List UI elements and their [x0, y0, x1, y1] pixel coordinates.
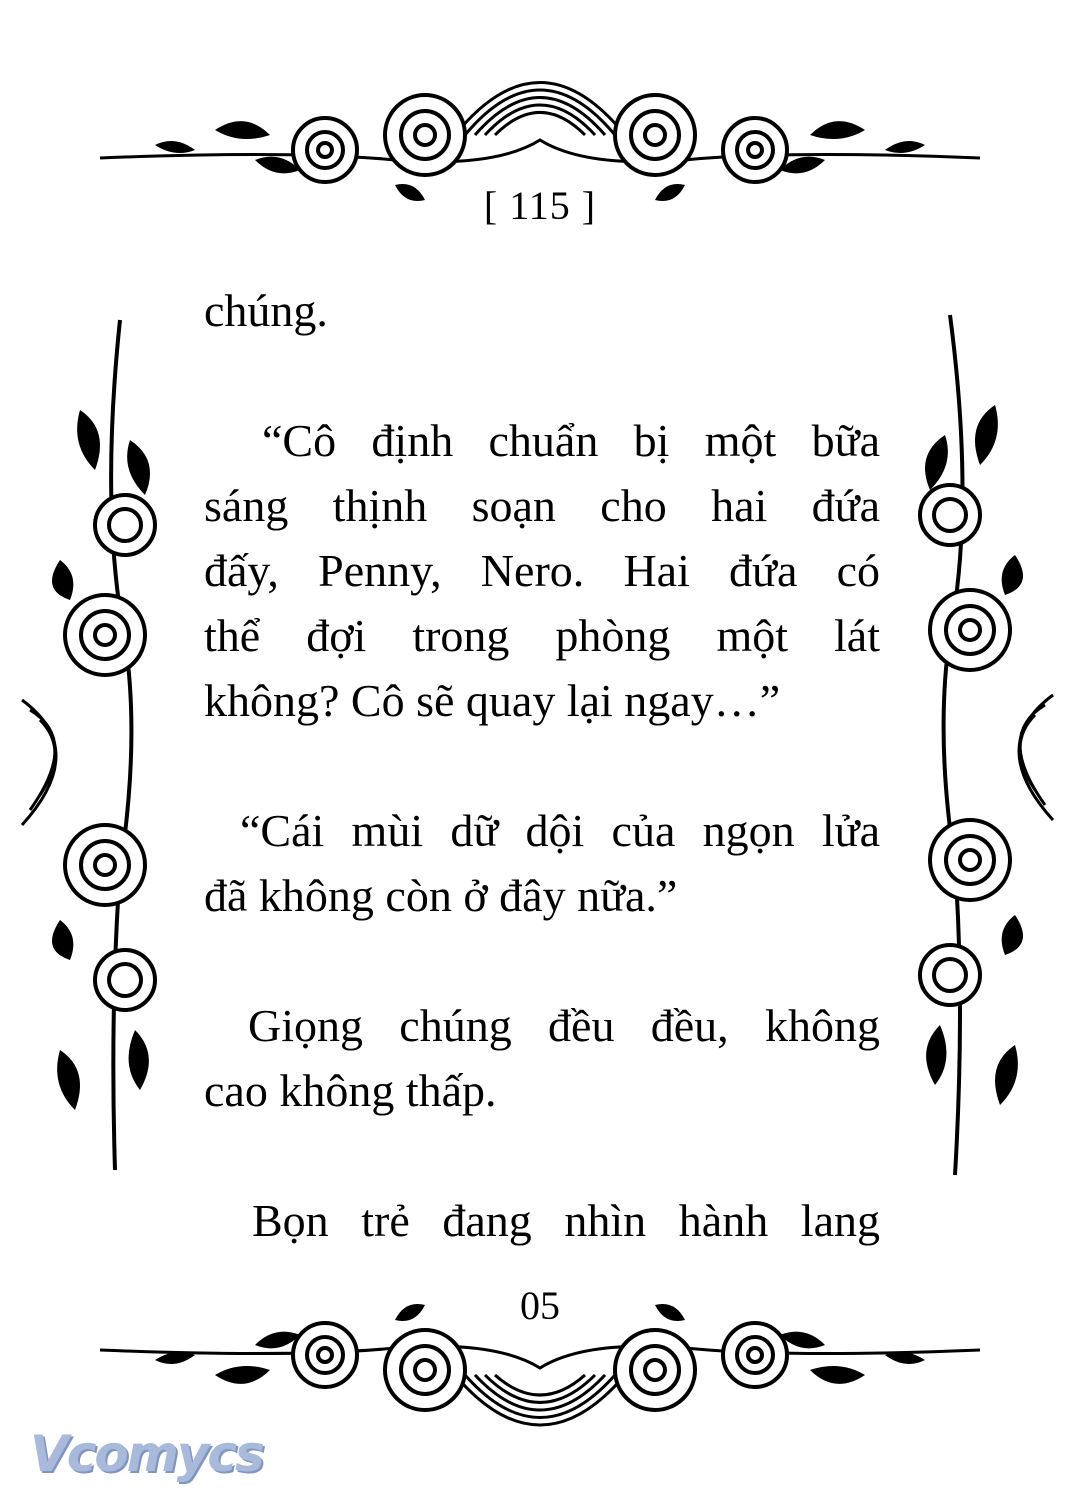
paragraph-gap	[204, 1123, 880, 1188]
chapter-number: [ 115 ]	[483, 183, 597, 228]
text-line: Giọng chúng đều đều, không	[248, 1000, 880, 1051]
paragraph-gap	[204, 928, 880, 993]
text-line: cao không thấp.	[204, 1065, 497, 1116]
text-line: “Cô định chuẩn bị một bữa	[262, 415, 880, 466]
paragraph-gap	[204, 343, 880, 408]
right-rose-ornament	[905, 305, 1055, 1185]
paragraph-gap	[204, 733, 880, 798]
text-line: Bọn trẻ đang nhìn hành lang	[252, 1195, 880, 1246]
text-line: chúng.	[204, 285, 328, 336]
text-line: “Cái mùi dữ dội của ngọn lửa	[240, 805, 880, 856]
text-line: không? Cô sẽ quay lại ngay…”	[204, 675, 781, 726]
text-line: đấy, Penny, Nero. Hai đứa có	[204, 545, 880, 596]
text-line: sáng thịnh soạn cho hai đứa	[204, 480, 880, 531]
watermark-logo: Vcomycs	[30, 1425, 263, 1483]
left-rose-ornament	[20, 310, 170, 1180]
text-line: thể đợi trong phòng một lát	[204, 610, 880, 661]
text-line: đã không còn ở đây nữa.”	[204, 870, 678, 921]
page-number: 05	[520, 1283, 560, 1328]
body-text	[204, 278, 880, 1253]
